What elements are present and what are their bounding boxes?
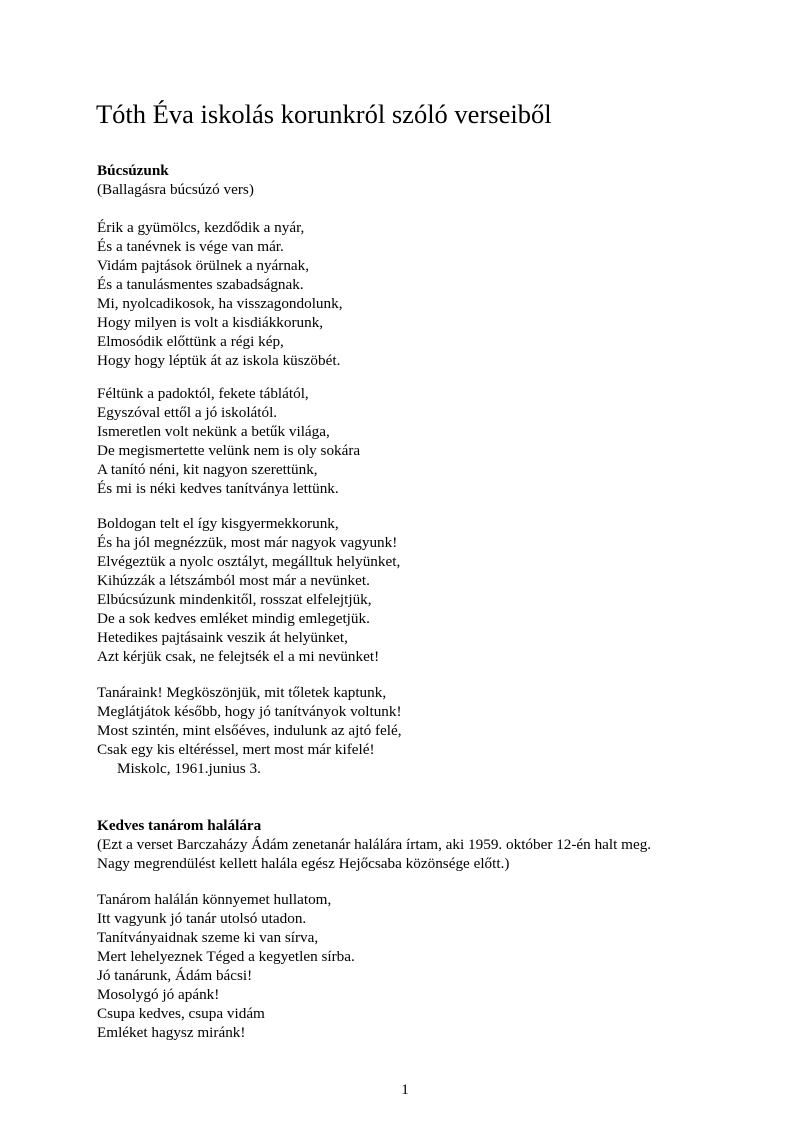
verse-line: És ha jól megnézzük, most már nagyok vagyunk! bbox=[97, 534, 398, 551]
poem2-title: Kedves tanárom halálára bbox=[97, 817, 262, 834]
verse-line: Elbúcsúzunk mindenkitől, rosszat elfelejtjük, bbox=[97, 591, 372, 608]
verse-line: Meglátjátok később, hogy jó tanítványok voltunk! bbox=[97, 703, 402, 720]
verse-line: Most szintén, mint elsőéves, indulunk az ajtó felé, bbox=[97, 722, 402, 739]
poem1-stanza-2 bbox=[97, 384, 360, 498]
poem1-header bbox=[97, 161, 254, 199]
verse-line: Jó tanárunk, Ádám bácsi! bbox=[97, 967, 253, 984]
poem1-stanza-1 bbox=[97, 218, 343, 370]
verse-line: Azt kérjük csak, ne felejtsék el a mi nevünket! bbox=[97, 648, 380, 665]
verse-line: Féltünk a padoktól, fekete táblától, bbox=[97, 385, 309, 402]
verse-line: Mert lehelyeznek Téged a kegyetlen sírba. bbox=[97, 948, 355, 965]
verse-line: Itt vagyunk jó tanár utolsó utadon. bbox=[97, 910, 307, 927]
verse-line: És a tanulásmentes szabadságnak. bbox=[97, 276, 304, 293]
poem1-stanza-4 bbox=[97, 683, 402, 778]
verse-line: Tanítványaidnak szeme ki van sírva, bbox=[97, 929, 319, 946]
verse-line: És mi is néki kedves tanítványa lettünk. bbox=[97, 480, 339, 497]
verse-line: És a tanévnek is vége van már. bbox=[97, 238, 284, 255]
poem1-dateline: Miskolc, 1961.junius 3. bbox=[117, 760, 261, 777]
verse-line: Érik a gyümölcs, kezdődik a nyár, bbox=[97, 219, 305, 236]
verse-line: Emléket hagysz miránk! bbox=[97, 1024, 246, 1041]
poem1-stanza-3 bbox=[97, 514, 400, 666]
verse-line: Hetedikes pajtásaink veszik át helyünket, bbox=[97, 629, 348, 646]
verse-line: Ismeretlen volt nekünk a betűk világa, bbox=[97, 423, 330, 440]
verse-line: Mosolygó jó apánk! bbox=[97, 986, 220, 1003]
poem1-subtitle: (Ballagásra búcsúzó vers) bbox=[97, 181, 254, 198]
verse-line: Tanárom halálán könnyemet hullatom, bbox=[97, 891, 332, 908]
verse-line: Kihúzzák a létszámból most már a nevünket. bbox=[97, 572, 370, 589]
page-number: 1 bbox=[401, 1081, 409, 1098]
verse-line: Csupa kedves, csupa vidám bbox=[97, 1005, 265, 1022]
verse-line: A tanító néni, kit nagyon szerettünk, bbox=[97, 461, 318, 478]
verse-line: Csak egy kis eltéréssel, mert most már kifelé! bbox=[97, 741, 375, 758]
verse-line: Hogy milyen is volt a kisdiákkorunk, bbox=[97, 314, 324, 331]
poem2-header bbox=[97, 816, 651, 873]
verse-line: De megismertette velünk nem is oly sokára bbox=[97, 442, 361, 459]
verse-line: Egyszóval ettől a jó iskolától. bbox=[97, 404, 278, 421]
verse-line: Elvégeztük a nyolc osztályt, megálltuk helyünket, bbox=[97, 553, 401, 570]
verse-line: Vidám pajtások örülnek a nyárnak, bbox=[97, 257, 310, 274]
poem2-note-line: (Ezt a verset Barczaházy Ádám zenetanár halálára írtam, aki 1959. október 12-én halt meg. bbox=[97, 836, 652, 853]
page-title: Tóth Éva iskolás korunkról szóló verseiből bbox=[96, 99, 552, 129]
verse-line: Mi, nyolcadikosok, ha visszagondolunk, bbox=[97, 295, 343, 312]
verse-line: Hogy hogy léptük át az iskola küszöbét. bbox=[97, 352, 341, 369]
verse-line: De a sok kedves emléket mindig emlegetjük. bbox=[97, 610, 370, 627]
verse-line: Elmosódik előttünk a régi kép, bbox=[97, 333, 284, 350]
verse-line: Tanáraink! Megköszönjük, mit tőletek kaptunk, bbox=[97, 684, 387, 701]
poem2-stanza bbox=[97, 890, 355, 1042]
poem2-note-line: Nagy megrendülést kellett halála egész Hejőcsaba közönsége előtt.) bbox=[97, 855, 510, 872]
verse-line: Boldogan telt el így kisgyermekkorunk, bbox=[97, 515, 339, 532]
poem1-title: Búcsúzunk bbox=[97, 162, 169, 179]
